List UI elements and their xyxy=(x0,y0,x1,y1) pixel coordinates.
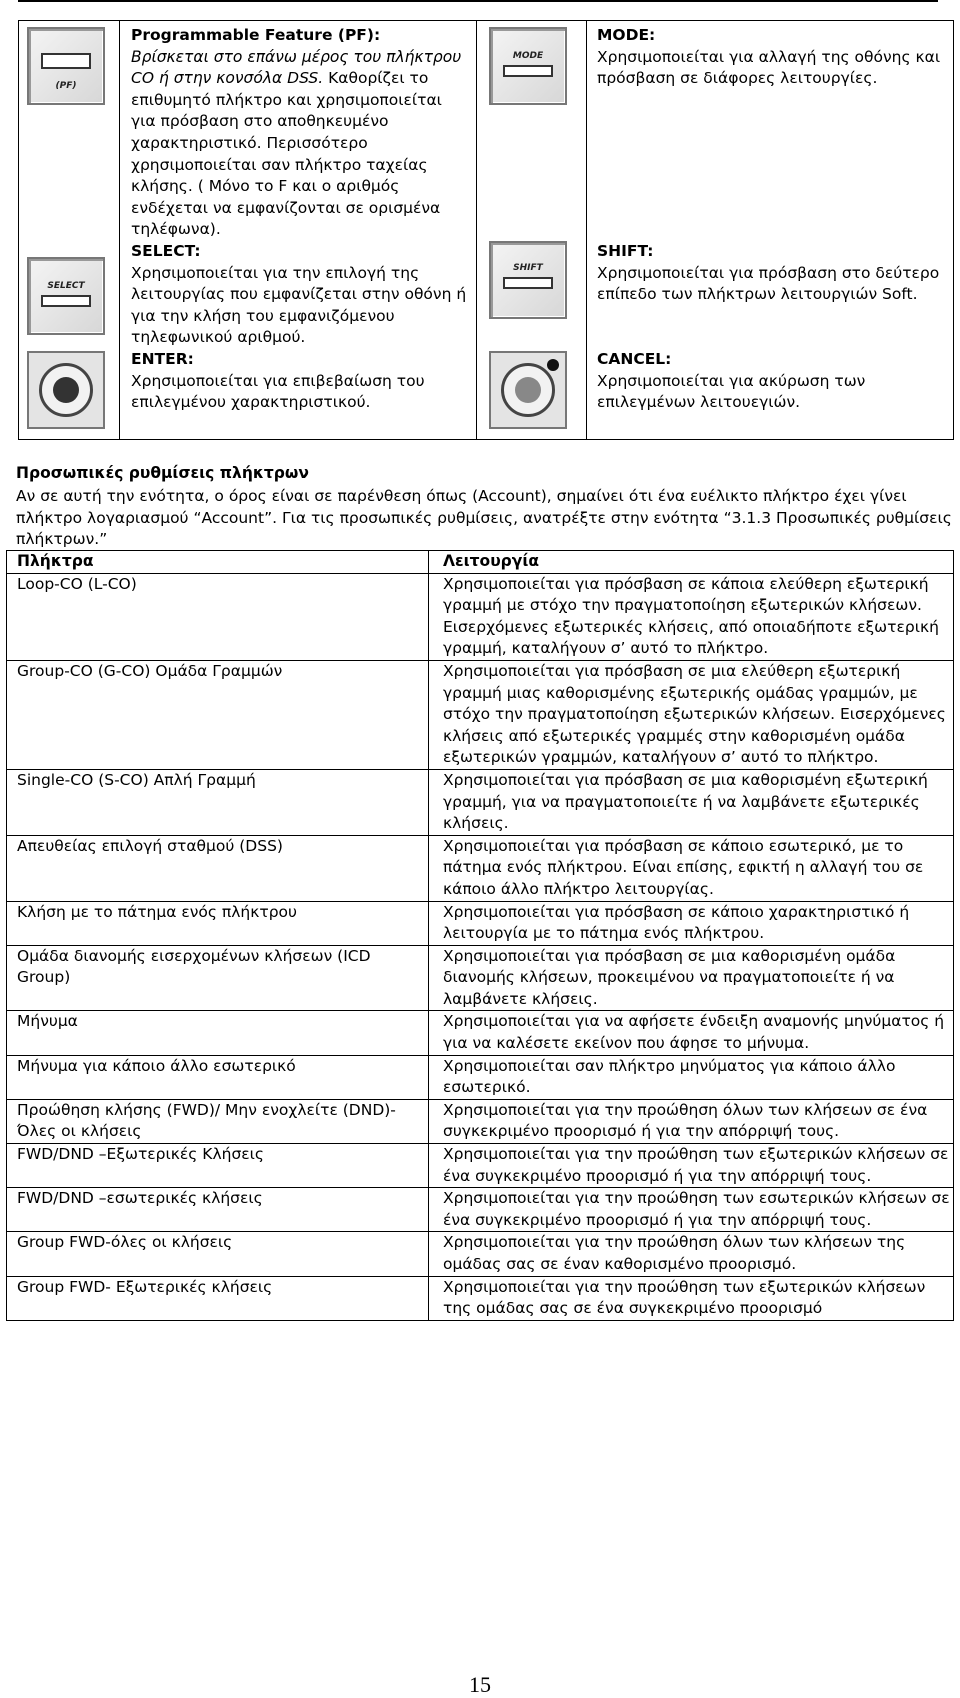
keys-table-divider xyxy=(586,21,587,439)
table-row xyxy=(7,769,954,835)
enter-key-icon xyxy=(27,351,105,429)
header-function: Λειτουργία xyxy=(429,551,954,574)
function-table xyxy=(6,550,954,1321)
function-description-cell: Χρησιμοποιείται για την προώθηση όλων των κλήσεων σε ένα συγκεκριμένο προορισμό ή για την απόρριψή τους. xyxy=(429,1099,954,1143)
key-name-cell: Προώθηση κλήσης (FWD)/ Μην ενοχλείτε (DND)-Όλες οι κλήσεις xyxy=(7,1099,429,1143)
key-name-cell: Ομάδα διανομής εισερχομένων κλήσεων (ICD Group) xyxy=(7,945,429,1011)
function-description-cell: Χρησιμοποιείται για πρόσβαση σε κάποιο εσωτερικό, με το πάτημα ενός πλήκτρου. Είναι επίσης, εφικτή η αλλαγή του σε κάποιο άλλο πλήκτρο λειτουργίας. xyxy=(429,835,954,901)
cancel-description: CANCEL: Χρησιμοποιείται για ακύρωση των επιλεγμένων λειτουεγιών. xyxy=(597,350,866,412)
function-description-cell: Χρησιμοποιείται για την προώθηση των εσωτερικών κλήσεων σε ένα συγκεκριμένο προορισμό ή για την απόρριψή τους. xyxy=(429,1188,954,1232)
shift-description: SHIFT: Χρησιμοποιείται για πρόσβαση στο δεύτερο επίπεδο των πλήκτρων λειτουργιών Soft. xyxy=(597,242,940,304)
table-row xyxy=(7,945,954,1011)
table-row xyxy=(7,1099,954,1143)
function-description-cell: Χρησιμοποιείται για πρόσβαση σε κάποια ελεύθερη εξωτερική γραμμή με στόχο την πραγματοποίηση εξωτερικών κλήσεων. Εισερχόμενες εξωτερικές κλήσεις, από οποιαδήποτε εξωτερική γραμμή, καταλήγουν σ’ αυτό το πλήκτρο. xyxy=(429,573,954,660)
enter-description: ENTER: Χρησιμοποιείται για επιβεβαίωση του επιλεγμένου χαρακτηριστικού. xyxy=(131,350,425,412)
key-name-cell: Μήνυμα xyxy=(7,1011,429,1055)
table-row xyxy=(7,573,954,660)
mode-key-icon: MODE xyxy=(489,27,567,105)
table-row xyxy=(7,1232,954,1276)
function-description-cell: Χρησιμοποιείται για πρόσβαση σε μια καθορισμένη ομάδα διανομής κλήσεων, προκειμένου να πραγματοποιείτε ή να λαμβάνετε κλήσεις. xyxy=(429,945,954,1011)
function-table-body xyxy=(7,573,954,1320)
function-description-cell: Χρησιμοποιείται για να αφήσετε ένδειξη αναμονής μηνύματος ή για να καλέσετε εκείνον που άφησε το μήνυμα. xyxy=(429,1011,954,1055)
key-name-cell: Group-CO (G-CO) Ομάδα Γραμμών xyxy=(7,660,429,769)
function-description-cell: Χρησιμοποιείται για την προώθηση των εξωτερικών κλήσεων της ομάδας σας σε ένα συγκεκριμένο προορισμό xyxy=(429,1276,954,1320)
key-name-cell: Loop-CO (L-CO) xyxy=(7,573,429,660)
select-description: SELECT: Χρησιμοποιείται για την επιλογή της λειτουργίας που εμφανίζεται στην οθόνη ή για την κλήση του εμφανιζόμενου τηλεφωνικού αριθμού. xyxy=(131,242,467,347)
table-row xyxy=(7,1011,954,1055)
keys-table-divider xyxy=(119,21,120,439)
table-row xyxy=(7,1144,954,1188)
select-key-icon: SELECT xyxy=(27,257,105,335)
header-keys: Πλήκτρα xyxy=(7,551,429,574)
function-description-cell: Χρησιμοποιείται για την προώθηση των εξωτερικών κλήσεων σε ένα συγκεκριμένο προορισμό ή για την απόρριψή τους. xyxy=(429,1144,954,1188)
page-number: 15 xyxy=(469,1672,491,1697)
key-name-cell: Κλήση με το πάτημα ενός πλήκτρου xyxy=(7,901,429,945)
shift-key-icon: SHIFT xyxy=(489,241,567,319)
function-description-cell: Χρησιμοποιείται για πρόσβαση σε κάποιο χαρακτηριστικό ή λειτουργία με το πάτημα ενός πλήκτρου. xyxy=(429,901,954,945)
table-row xyxy=(7,835,954,901)
key-name-cell: Απευθείας επιλογή σταθμού (DSS) xyxy=(7,835,429,901)
function-description-cell: Χρησιμοποιείται για πρόσβαση σε μια ελεύθερη εξωτερική γραμμή μιας καθορισμένης εξωτερικής ομάδας γραμμών, με στόχο την πραγματοποίηση εξωτερικών κλήσεων. Εισερχόμενες κλήσεις από εξωτερικές γραμμές στην καθορισμένη ομάδα εξωτερικών γραμμών, καταλήγουν σ’ αυτό το πλήκτρο. xyxy=(429,660,954,769)
keys-table xyxy=(18,20,954,440)
keys-table-divider xyxy=(476,21,477,439)
table-row xyxy=(7,1188,954,1232)
table-header-row xyxy=(7,551,954,574)
function-description-cell: Χρησιμοποιείται σαν πλήκτρο μηνύματος για κάποιο άλλο εσωτερικό. xyxy=(429,1055,954,1099)
table-row xyxy=(7,1055,954,1099)
top-rule xyxy=(18,0,938,2)
pf-key-icon: (PF) xyxy=(27,27,105,105)
key-name-cell: Group FWD-όλες οι κλήσεις xyxy=(7,1232,429,1276)
key-name-cell: Single-CO (S-CO) Απλή Γραμμή xyxy=(7,769,429,835)
section-title: Προσωπικές ρυθμίσεις πλήκτρων xyxy=(16,464,309,482)
mode-description: MODE: Χρησιμοποιείται για αλλαγή της οθόνης και πρόσβαση σε διάφορες λειτουργίες. xyxy=(597,26,941,88)
table-row xyxy=(7,901,954,945)
key-name-cell: FWD/DND –Εξωτερικές Κλήσεις xyxy=(7,1144,429,1188)
function-description-cell: Χρησιμοποιείται για την προώθηση όλων των κλήσεων της ομάδας σας σε έναν καθορισμένο προορισμό. xyxy=(429,1232,954,1276)
key-name-cell: Group FWD- Εξωτερικές κλήσεις xyxy=(7,1276,429,1320)
key-name-cell: FWD/DND –εσωτερικές κλήσεις xyxy=(7,1188,429,1232)
pf-description: Programmable Feature (PF): Βρίσκεται στο επάνω μέρος του πλήκτρου CO ή στην κονσόλα DSS. Καθορίζει το επιθυμητό πλήκτρο και χρησιμοποιείται για πρόσβαση στο αποθηκευμένο χαρακτηριστικό. Περισσότερο χρησιμοποιείται σαν πλήκτρο ταχείας κλήσης. ( Μόνο το F και ο αριθμός ενδέχεται να εμφανίζονται σε ορισμένα τηλέφωνα). xyxy=(131,26,462,239)
table-row xyxy=(7,1276,954,1320)
cancel-key-icon xyxy=(489,351,567,429)
table-row xyxy=(7,660,954,769)
key-name-cell: Μήνυμα για κάποιο άλλο εσωτερικό xyxy=(7,1055,429,1099)
function-description-cell: Χρησιμοποιείται για πρόσβαση σε μια καθορισμένη εξωτερική γραμμή, για να πραγματοποιείτε ή να λαμβάνετε εξωτερικές κλήσεις. xyxy=(429,769,954,835)
section-intro: Αν σε αυτή την ενότητα, ο όρος είναι σε παρένθεση όπως (Account), σημαίνει ότι ένα ευέλικτο πλήκτρο έχει γίνει πλήκτρο λογαριασμού “Account”. Για τις προσωπικές ρυθμίσεις, ανατρέξτε στην ενότητα “3.1.3 Προσωπικές ρυθμίσεις πλήκτρων.” xyxy=(16,487,952,549)
